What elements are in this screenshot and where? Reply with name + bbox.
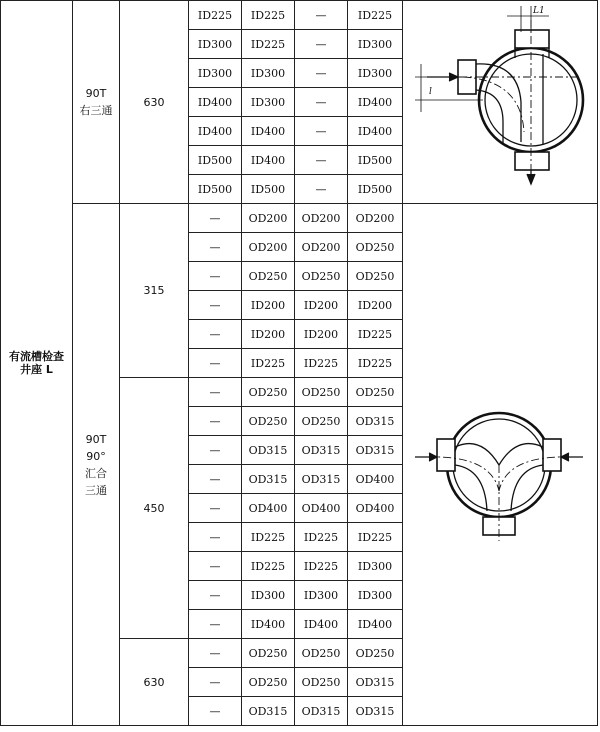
value-cell: ID300 bbox=[242, 59, 295, 88]
value-cell: ID500 bbox=[348, 146, 403, 175]
value-cell: OD315 bbox=[348, 436, 403, 465]
group-name-cell: 90T 90° 汇合 三通 bbox=[73, 204, 120, 726]
value-cell: ID225 bbox=[348, 349, 403, 378]
l1-label: L1 bbox=[533, 6, 545, 16]
value-cell: ID225 bbox=[189, 1, 242, 30]
value-cell: OD250 bbox=[242, 668, 295, 697]
value-cell: ID225 bbox=[242, 1, 295, 30]
value-cell: ID225 bbox=[242, 523, 295, 552]
value-cell: OD200 bbox=[348, 204, 403, 233]
value-cell: — bbox=[189, 668, 242, 697]
value-cell: — bbox=[189, 378, 242, 407]
value-cell: ID200 bbox=[242, 291, 295, 320]
value-cell: ID400 bbox=[348, 610, 403, 639]
value-cell: — bbox=[189, 233, 242, 262]
value-cell: ID400 bbox=[295, 610, 348, 639]
l2-label: l bbox=[429, 87, 432, 97]
value-cell: OD400 bbox=[348, 465, 403, 494]
value-cell: — bbox=[189, 494, 242, 523]
value-cell: ID200 bbox=[295, 320, 348, 349]
value-cell: — bbox=[189, 552, 242, 581]
value-cell: OD315 bbox=[295, 465, 348, 494]
value-cell: ID400 bbox=[242, 610, 295, 639]
value-cell: — bbox=[189, 320, 242, 349]
value-cell: — bbox=[295, 30, 348, 59]
value-cell: — bbox=[189, 610, 242, 639]
value-cell: — bbox=[295, 59, 348, 88]
value-cell: OD250 bbox=[295, 407, 348, 436]
value-cell: OD250 bbox=[295, 262, 348, 291]
value-cell: — bbox=[189, 581, 242, 610]
value-cell: OD200 bbox=[242, 204, 295, 233]
value-cell: — bbox=[189, 262, 242, 291]
value-cell: ID225 bbox=[348, 320, 403, 349]
value-cell: ID300 bbox=[348, 59, 403, 88]
value-cell: OD200 bbox=[295, 204, 348, 233]
spec-table-body bbox=[1, 1, 598, 726]
value-cell: OD250 bbox=[242, 262, 295, 291]
right-tee-diagram bbox=[403, 1, 598, 204]
group-name-cell: 90T 右三通 bbox=[73, 1, 120, 204]
value-cell: — bbox=[189, 523, 242, 552]
value-cell: ID500 bbox=[189, 175, 242, 204]
value-cell: ID300 bbox=[189, 30, 242, 59]
value-cell: OD315 bbox=[242, 697, 295, 726]
value-cell: OD250 bbox=[348, 378, 403, 407]
junction-tee-svg bbox=[403, 365, 598, 565]
value-cell: ID225 bbox=[295, 349, 348, 378]
size-cell: 450 bbox=[120, 378, 189, 639]
value-cell: OD315 bbox=[348, 407, 403, 436]
value-cell: ID400 bbox=[242, 117, 295, 146]
value-cell: — bbox=[189, 639, 242, 668]
value-cell: ID300 bbox=[348, 552, 403, 581]
value-cell: ID400 bbox=[348, 88, 403, 117]
value-cell: OD400 bbox=[295, 494, 348, 523]
table-row bbox=[1, 204, 598, 233]
value-cell: — bbox=[189, 349, 242, 378]
value-cell: OD200 bbox=[295, 233, 348, 262]
value-cell: OD315 bbox=[295, 436, 348, 465]
value-cell: OD250 bbox=[242, 407, 295, 436]
value-cell: ID400 bbox=[348, 117, 403, 146]
value-cell: ID225 bbox=[295, 523, 348, 552]
value-cell: — bbox=[295, 146, 348, 175]
value-cell: ID225 bbox=[295, 552, 348, 581]
value-cell: ID200 bbox=[295, 291, 348, 320]
value-cell: OD315 bbox=[242, 436, 295, 465]
value-cell: OD250 bbox=[295, 639, 348, 668]
value-cell: ID200 bbox=[242, 320, 295, 349]
value-cell: OD250 bbox=[295, 668, 348, 697]
value-cell: OD250 bbox=[242, 639, 295, 668]
value-cell: ID300 bbox=[295, 581, 348, 610]
value-cell: OD315 bbox=[348, 697, 403, 726]
value-cell: — bbox=[295, 117, 348, 146]
value-cell: OD250 bbox=[295, 378, 348, 407]
value-cell: ID300 bbox=[189, 59, 242, 88]
size-cell: 630 bbox=[120, 1, 189, 204]
value-cell: — bbox=[189, 436, 242, 465]
value-cell: ID200 bbox=[348, 291, 403, 320]
value-cell: ID300 bbox=[348, 581, 403, 610]
value-cell: — bbox=[189, 291, 242, 320]
value-cell: ID300 bbox=[242, 88, 295, 117]
value-cell: ID400 bbox=[189, 88, 242, 117]
value-cell: ID300 bbox=[242, 581, 295, 610]
value-cell: OD250 bbox=[348, 233, 403, 262]
size-cell: 630 bbox=[120, 639, 189, 726]
value-cell: — bbox=[189, 407, 242, 436]
value-cell: ID225 bbox=[242, 349, 295, 378]
value-cell: — bbox=[189, 465, 242, 494]
value-cell: ID400 bbox=[189, 117, 242, 146]
value-cell: ID500 bbox=[348, 175, 403, 204]
value-cell: OD250 bbox=[348, 262, 403, 291]
value-cell: ID225 bbox=[242, 30, 295, 59]
value-cell: — bbox=[189, 697, 242, 726]
value-cell: ID300 bbox=[348, 30, 403, 59]
right-tee-svg bbox=[403, 2, 598, 202]
value-cell: — bbox=[295, 88, 348, 117]
value-cell: OD315 bbox=[348, 668, 403, 697]
value-cell: OD250 bbox=[242, 378, 295, 407]
value-cell: ID500 bbox=[242, 175, 295, 204]
value-cell: ID225 bbox=[242, 552, 295, 581]
table-row bbox=[1, 1, 598, 30]
size-cell: 315 bbox=[120, 204, 189, 378]
value-cell: OD400 bbox=[348, 494, 403, 523]
value-cell: OD315 bbox=[242, 465, 295, 494]
value-cell: ID400 bbox=[242, 146, 295, 175]
value-cell: ID225 bbox=[348, 1, 403, 30]
value-cell: ID500 bbox=[189, 146, 242, 175]
value-cell: — bbox=[189, 204, 242, 233]
value-cell: — bbox=[295, 1, 348, 30]
value-cell: ID225 bbox=[348, 523, 403, 552]
value-cell: OD200 bbox=[242, 233, 295, 262]
value-cell: OD400 bbox=[242, 494, 295, 523]
fitting-type-cell: 有流槽检查 井座 L bbox=[1, 1, 73, 726]
junction-tee-diagram bbox=[403, 204, 598, 726]
value-cell: — bbox=[295, 175, 348, 204]
value-cell: OD315 bbox=[295, 697, 348, 726]
value-cell: OD250 bbox=[348, 639, 403, 668]
